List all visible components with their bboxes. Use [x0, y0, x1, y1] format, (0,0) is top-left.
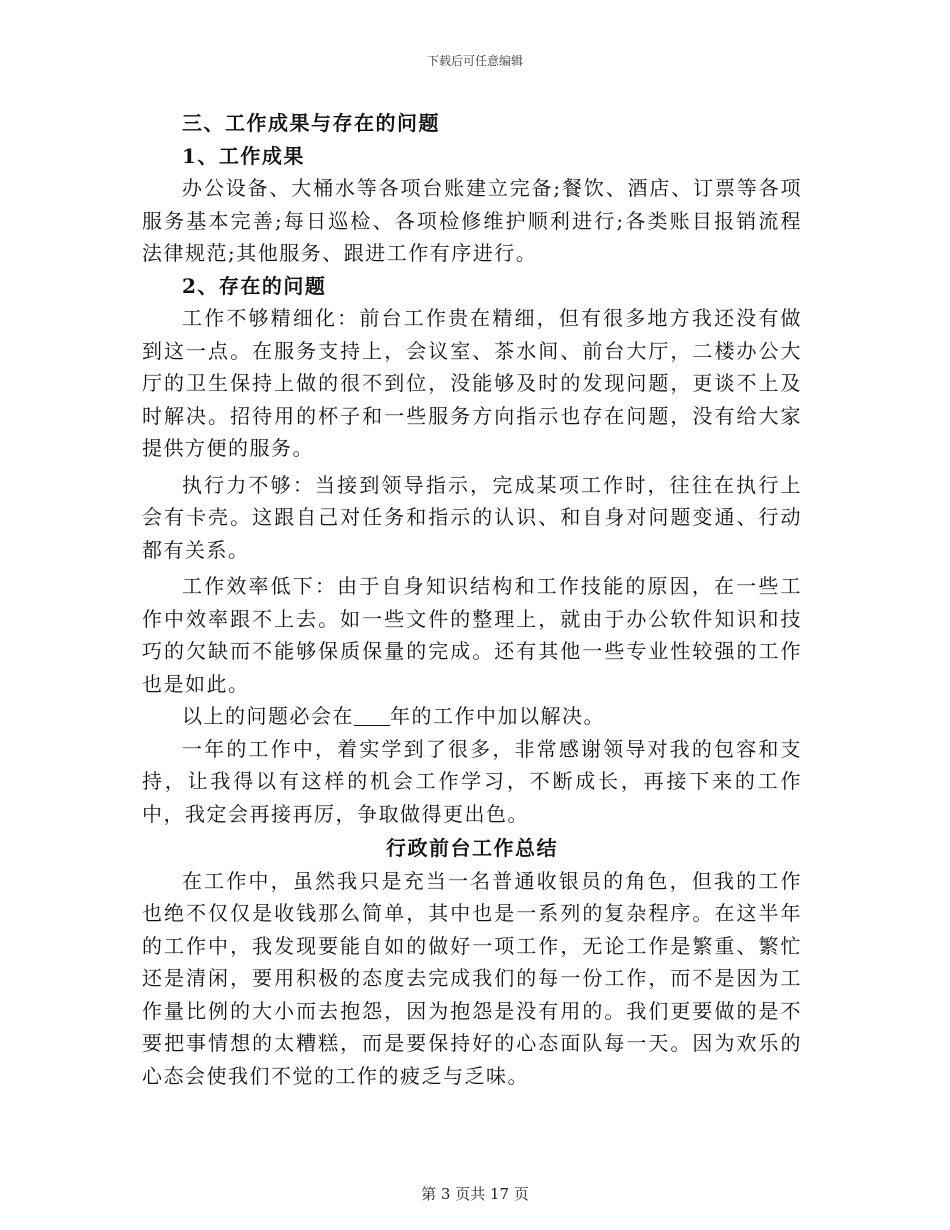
resolve-text-a: 以上的问题必会在: [182, 704, 354, 728]
paragraph-resolve: [142, 700, 802, 733]
paragraph-achievements: 办公设备、大桶水等各项台账建立完备;餐饮、酒店、订票等各项服务基本完善;每日巡检、各项检修维护顺利进行;各类账目报销流程法律规范;其他服务、跟进工作有序进行。: [142, 176, 802, 265]
blank-underline: [354, 705, 390, 726]
page-footer: 第 3 页共 17 页: [421, 1185, 529, 1203]
paragraph-execution: 执行力不够：当接到领导指示，完成某项工作时，往往在执行上会有卡壳。这跟自己对任务和指示的认识、和自身对问题变通、行动都有关系。: [142, 472, 802, 562]
paragraph-gratitude: 一年的工作中，着实学到了很多，非常感谢领导对我的包容和支持，让我得以有这样的机会工作学习，不断成长，再接下来的工作中，我定会再接再厉，争取做得更出色。: [142, 736, 802, 826]
subsection-title-achievements: 1、工作成果: [182, 143, 305, 168]
document-body: [142, 107, 802, 1092]
resolve-text-b: 年的工作中加以解决。: [390, 704, 605, 728]
article-title: 行政前台工作总结: [386, 836, 558, 860]
section-title-3: 三、工作成果与存在的问题: [182, 111, 440, 135]
paragraph-not-refined: 工作不够精细化：前台工作贵在精细，但有很多地方我还没有做到这一点。在服务支持上，会议室、茶水间、前台大厅，二楼办公大厅的卫生保持上做的很不到位，没能够及时的发现问题，更谈不上及时解决。招待用的杯子和一些服务方向指示也存在问题，没有给大家提供方便的服务。: [142, 306, 802, 460]
paragraph-cashier: 在工作中，虽然我只是充当一名普通收银员的角色，但我的工作也绝不仅仅是收钱那么简单，其中也是一系列的复杂程序。在这半年的工作中，我发现要能自如的做好一项工作，无论工作是繁重、繁忙还是清闲，要用积极的态度去完成我们的每一份工作，而不是因为工作量比例的大小而去抱怨，因为抱怨是没有用的。我们更要做的是不要把事情想的太糟糕，而是要保持好的心态面队每一天。因为欢乐的心态会使我们不觉的工作的疲乏与乏味。: [142, 868, 802, 1088]
subsection-title-problems: 2、存在的问题: [182, 273, 327, 298]
page-header: 下载后可任意编辑: [426, 54, 523, 68]
paragraph-efficiency: 工作效率低下：由于自身知识结构和工作技能的原因，在一些工作中效率跟不上去。如一些文件的整理上，就由于办公软件知识和技巧的欠缺而不能够保质保量的完成。还有其他一些专业性较强的工作也是如此。: [142, 574, 802, 696]
